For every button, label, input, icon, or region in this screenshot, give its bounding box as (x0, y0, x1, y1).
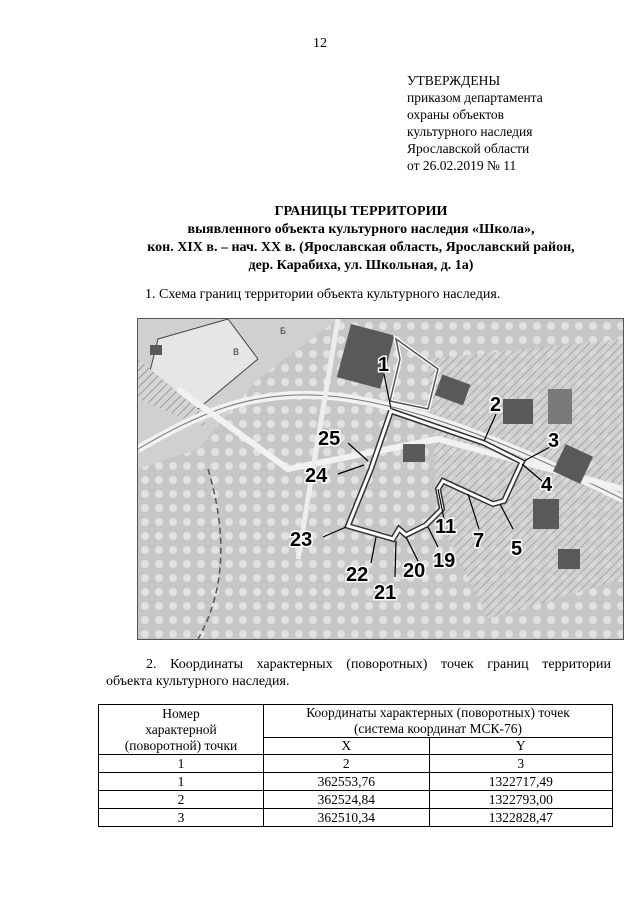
point-label: 22 (346, 564, 369, 586)
title-line: дер. Карабиха, ул. Школьная, д. 1а) (248, 258, 474, 273)
document-title (96, 203, 626, 275)
table-cell: 2 (264, 755, 430, 773)
point-label: 1 (378, 354, 390, 376)
table-cell: 362553,76 (264, 773, 430, 791)
point-label: 7 (473, 530, 485, 552)
point-label: 2 (490, 394, 502, 416)
title-heading: ГРАНИЦЫ ТЕРРИТОРИИ (274, 204, 448, 219)
table-cell: 2 (99, 791, 264, 809)
header-text: (поворотной) точки (124, 737, 238, 753)
building (503, 399, 533, 424)
building (548, 389, 572, 424)
table-cell: 362510,34 (264, 809, 430, 827)
map-small-label: В (233, 347, 240, 357)
header-text: Координаты характерных (поворотных) точек (306, 705, 570, 720)
approval-stamp (407, 72, 627, 174)
map-drawing (138, 319, 623, 639)
approval-line: Ярославской области (407, 141, 530, 156)
point-label: 24 (305, 465, 328, 487)
header-coordinates (264, 705, 613, 738)
section-2-line: 2. Координаты характерных (поворотных) точек границ территории (146, 657, 611, 672)
building (150, 345, 162, 355)
approval-line: УТВЕРЖДЕНЫ (407, 73, 501, 88)
section-2-line: объекта культурного наследия. (106, 674, 290, 689)
table-cell: 3 (429, 755, 612, 773)
coordinates-table (98, 704, 613, 827)
section-2-heading (106, 656, 611, 690)
approval-line: охраны объектов (407, 107, 505, 122)
title-line: выявленного объекта культурного наследия «Школа», (187, 222, 535, 237)
header-text: Номер (162, 705, 200, 721)
header-text: (система координат МСК-76) (353, 721, 523, 736)
table-cell: 1322717,49 (429, 773, 612, 791)
point-label: 3 (548, 430, 560, 452)
table-row (99, 791, 613, 809)
building (533, 499, 559, 529)
point-label: 11 (435, 516, 457, 538)
approval-line: приказом департамента (407, 90, 543, 105)
table-row (99, 809, 613, 827)
point-label: 25 (318, 428, 341, 450)
table-cell: 1322828,47 (429, 809, 612, 827)
point-label: 20 (403, 560, 426, 582)
point-label: 19 (433, 550, 456, 572)
point-label: 21 (374, 582, 397, 604)
approval-line: культурного наследия (407, 124, 533, 139)
section-1-heading: 1. Схема границ территории объекта культурного наследия. (145, 287, 501, 302)
title-line: кон. XIX в. – нач. XX в. (Ярославская область, Ярославский район, (147, 240, 575, 255)
building (558, 549, 580, 569)
header-point-number (99, 705, 264, 755)
building (403, 444, 425, 462)
header-text: характерной (145, 721, 217, 737)
point-label: 23 (290, 529, 313, 551)
approval-line: от 26.02.2019 № 11 (407, 158, 517, 173)
map-small-label: Б (280, 326, 286, 336)
table-header-row (99, 705, 613, 738)
table-cell: 3 (99, 809, 264, 827)
column-number-row (99, 755, 613, 773)
point-label: 5 (511, 538, 523, 560)
table-cell: 1 (99, 773, 264, 791)
table-row (99, 773, 613, 791)
table-cell: 1322793,00 (429, 791, 612, 809)
table-cell: 1 (99, 755, 264, 773)
header-y: Y (429, 738, 612, 755)
boundary-scheme-map (137, 318, 624, 640)
point-label: 4 (541, 474, 553, 496)
page-number: 12 (313, 36, 327, 51)
table-cell: 362524,84 (264, 791, 430, 809)
header-x: X (264, 738, 430, 755)
